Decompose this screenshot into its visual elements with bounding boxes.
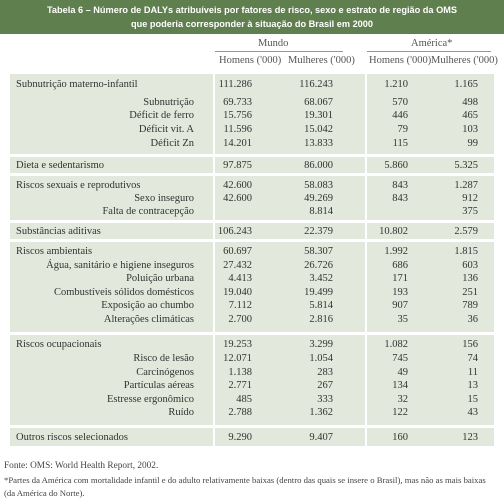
row-label: Riscos ocupacionais bbox=[16, 339, 102, 350]
cell-value: 498 bbox=[462, 97, 478, 108]
table-row bbox=[10, 313, 494, 326]
cell-value: 42.600 bbox=[223, 193, 252, 204]
cell-value: 789 bbox=[462, 300, 478, 311]
cell-value: 1.210 bbox=[384, 79, 408, 90]
table-row bbox=[10, 137, 494, 150]
cell-value: 7.112 bbox=[228, 300, 252, 311]
table-row bbox=[10, 286, 494, 299]
cell-value: 907 bbox=[392, 300, 408, 311]
cell-value: 136 bbox=[462, 273, 478, 284]
cell-value: 10.802 bbox=[379, 226, 408, 237]
cell-value: 99 bbox=[467, 138, 478, 149]
table-row bbox=[10, 352, 494, 365]
header-col-women-world: Mulheres ('000) bbox=[288, 55, 355, 66]
row-sublabel: Combustíveis sólidos domésticos bbox=[53, 287, 194, 298]
cell-value: 251 bbox=[462, 287, 478, 298]
cell-value: 103 bbox=[462, 124, 478, 135]
header-world-rule bbox=[215, 51, 343, 52]
footnote-america-2: (da América do Norte). bbox=[4, 488, 85, 498]
cell-value: 3.452 bbox=[309, 273, 333, 284]
cell-value: 97.875 bbox=[223, 160, 252, 171]
cell-value: 267 bbox=[317, 380, 333, 391]
cell-value: 1.992 bbox=[384, 246, 408, 257]
cell-value: 333 bbox=[317, 394, 333, 405]
row-label: Riscos sexuais e reprodutivos bbox=[16, 180, 141, 191]
cell-value: 68.067 bbox=[304, 97, 333, 108]
cell-value: 9.407 bbox=[309, 432, 333, 443]
cell-value: 171 bbox=[392, 273, 408, 284]
cell-value: 5.325 bbox=[454, 160, 478, 171]
cell-value: 60.697 bbox=[223, 246, 252, 257]
footnote-america-1: *Partes da América com mortalidade infantil e do adulto relativamente baixas (dentro das quais se insere o Brasil), mas não as mais baixas bbox=[4, 475, 486, 485]
cell-value: 74 bbox=[467, 353, 478, 364]
cell-value: 1.362 bbox=[309, 407, 333, 418]
cell-value: 1.138 bbox=[228, 367, 252, 378]
cell-value: 283 bbox=[317, 367, 333, 378]
table-row bbox=[10, 179, 494, 192]
row-sublabel: Poluição urbana bbox=[126, 273, 194, 284]
cell-value: 843 bbox=[392, 193, 408, 204]
cell-value: 115 bbox=[392, 138, 408, 149]
cell-value: 19.040 bbox=[223, 287, 252, 298]
header-col-men-america: Homens ('000) bbox=[369, 55, 432, 66]
cell-value: 745 bbox=[392, 353, 408, 364]
cell-value: 5.860 bbox=[384, 160, 408, 171]
cell-value: 13 bbox=[467, 380, 478, 391]
table-title bbox=[0, 0, 504, 34]
table-row bbox=[10, 78, 494, 91]
cell-value: 3.299 bbox=[309, 339, 333, 350]
cell-value: 86.000 bbox=[304, 160, 333, 171]
header-col-women-america: Mulheres ('000) bbox=[431, 55, 498, 66]
cell-value: 26.726 bbox=[304, 260, 333, 271]
cell-value: 160 bbox=[392, 432, 408, 443]
table-row bbox=[10, 123, 494, 136]
cell-value: 2.579 bbox=[454, 226, 478, 237]
cell-value: 19.301 bbox=[304, 110, 333, 121]
cell-value: 912 bbox=[462, 193, 478, 204]
table-row bbox=[10, 393, 494, 406]
table-row bbox=[10, 379, 494, 392]
row-sublabel: Estresse ergonômico bbox=[107, 394, 194, 405]
cell-value: 4.413 bbox=[228, 273, 252, 284]
row-label: Outros riscos selecionados bbox=[16, 432, 128, 443]
table-row bbox=[10, 299, 494, 312]
cell-value: 1.165 bbox=[454, 79, 478, 90]
cell-value: 465 bbox=[462, 110, 478, 121]
row-sublabel: Risco de lesão bbox=[133, 353, 194, 364]
cell-value: 36 bbox=[467, 314, 478, 325]
cell-value: 79 bbox=[397, 124, 408, 135]
row-sublabel: Sexo inseguro bbox=[134, 193, 194, 204]
table-row bbox=[10, 205, 494, 218]
cell-value: 49 bbox=[397, 367, 408, 378]
table-row bbox=[10, 259, 494, 272]
cell-value: 9.290 bbox=[228, 432, 252, 443]
cell-value: 32 bbox=[397, 394, 408, 405]
cell-value: 22.379 bbox=[304, 226, 333, 237]
row-sublabel: Água, sanitário e higiene inseguros bbox=[46, 260, 194, 271]
cell-value: 42.600 bbox=[223, 180, 252, 191]
title-line-1: Tabela 6 – Número de DALYs atribuíveis por fatores de risco, sexo e estrato de região da OMS bbox=[47, 5, 457, 15]
cell-value: 111.286 bbox=[218, 79, 252, 90]
cell-value: 446 bbox=[392, 110, 408, 121]
cell-value: 27.432 bbox=[223, 260, 252, 271]
cell-value: 123 bbox=[462, 432, 478, 443]
cell-value: 2.788 bbox=[228, 407, 252, 418]
row-sublabel: Carcinógenos bbox=[136, 367, 194, 378]
cell-value: 193 bbox=[392, 287, 408, 298]
cell-value: 15 bbox=[467, 394, 478, 405]
table-row bbox=[10, 366, 494, 379]
cell-value: 570 bbox=[392, 97, 408, 108]
cell-value: 19.253 bbox=[223, 339, 252, 350]
cell-value: 1.815 bbox=[454, 246, 478, 257]
cell-value: 19.499 bbox=[304, 287, 333, 298]
cell-value: 116.243 bbox=[299, 79, 333, 90]
cell-value: 106.243 bbox=[217, 226, 252, 237]
cell-value: 2.816 bbox=[309, 314, 333, 325]
cell-value: 2.700 bbox=[228, 314, 252, 325]
cell-value: 134 bbox=[392, 380, 408, 391]
table-row bbox=[10, 96, 494, 109]
footnote-source: Fonte: OMS: World Health Report, 2002. bbox=[4, 461, 159, 471]
cell-value: 1.054 bbox=[309, 353, 333, 364]
cell-value: 15.756 bbox=[223, 110, 252, 121]
cell-value: 49.269 bbox=[304, 193, 333, 204]
cell-value: 485 bbox=[236, 394, 252, 405]
cell-value: 603 bbox=[462, 260, 478, 271]
cell-value: 2.771 bbox=[228, 380, 252, 391]
table-row bbox=[10, 225, 494, 238]
table-row bbox=[10, 192, 494, 205]
table-row bbox=[10, 406, 494, 419]
table-row bbox=[10, 245, 494, 258]
row-sublabel: Alterações climáticas bbox=[103, 314, 194, 325]
table-row bbox=[10, 431, 494, 444]
row-sublabel: Subnutrição bbox=[143, 97, 194, 108]
cell-value: 1.082 bbox=[384, 339, 408, 350]
header-world: Mundo bbox=[258, 38, 289, 49]
cell-value: 156 bbox=[462, 339, 478, 350]
header-america: América* bbox=[411, 38, 453, 49]
cell-value: 43 bbox=[467, 407, 478, 418]
cell-value: 5.814 bbox=[309, 300, 333, 311]
cell-value: 843 bbox=[392, 180, 408, 191]
row-sublabel: Ruído bbox=[168, 407, 194, 418]
cell-value: 375 bbox=[462, 206, 478, 217]
row-sublabel: Partículas aéreas bbox=[123, 380, 194, 391]
cell-value: 11 bbox=[467, 367, 478, 378]
cell-value: 58.307 bbox=[304, 246, 333, 257]
row-sublabel: Falta de contracepção bbox=[102, 206, 194, 217]
cell-value: 35 bbox=[397, 314, 408, 325]
cell-value: 11.596 bbox=[223, 124, 252, 135]
cell-value: 13.833 bbox=[304, 138, 333, 149]
cell-value: 58.083 bbox=[304, 180, 333, 191]
cell-value: 1.287 bbox=[454, 180, 478, 191]
row-sublabel: Déficit de ferro bbox=[129, 110, 194, 121]
cell-value: 122 bbox=[392, 407, 408, 418]
row-label: Substâncias aditivas bbox=[16, 226, 101, 237]
cell-value: 8.814 bbox=[309, 206, 333, 217]
row-sublabel: Déficit vit. A bbox=[138, 124, 194, 135]
table-row bbox=[10, 159, 494, 172]
row-sublabel: Exposição ao chumbo bbox=[101, 300, 194, 311]
table-row bbox=[10, 338, 494, 351]
cell-value: 14.201 bbox=[223, 138, 252, 149]
row-sublabel: Déficit Zn bbox=[150, 138, 194, 149]
row-label: Dieta e sedentarismo bbox=[16, 160, 105, 171]
table-row bbox=[10, 272, 494, 285]
cell-value: 12.071 bbox=[223, 353, 252, 364]
cell-value: 69.733 bbox=[223, 97, 252, 108]
row-label: Subnutrição materno-infantil bbox=[16, 79, 138, 90]
title-line-2: que poderia corresponder à situação do Brasil em 2000 bbox=[130, 19, 374, 29]
row-label: Riscos ambientais bbox=[16, 246, 93, 257]
table-row bbox=[10, 109, 494, 122]
header-col-men-world: Homens ('000) bbox=[219, 55, 282, 66]
cell-value: 686 bbox=[392, 260, 408, 271]
header-america-rule bbox=[367, 51, 491, 52]
cell-value: 15.042 bbox=[304, 124, 333, 135]
